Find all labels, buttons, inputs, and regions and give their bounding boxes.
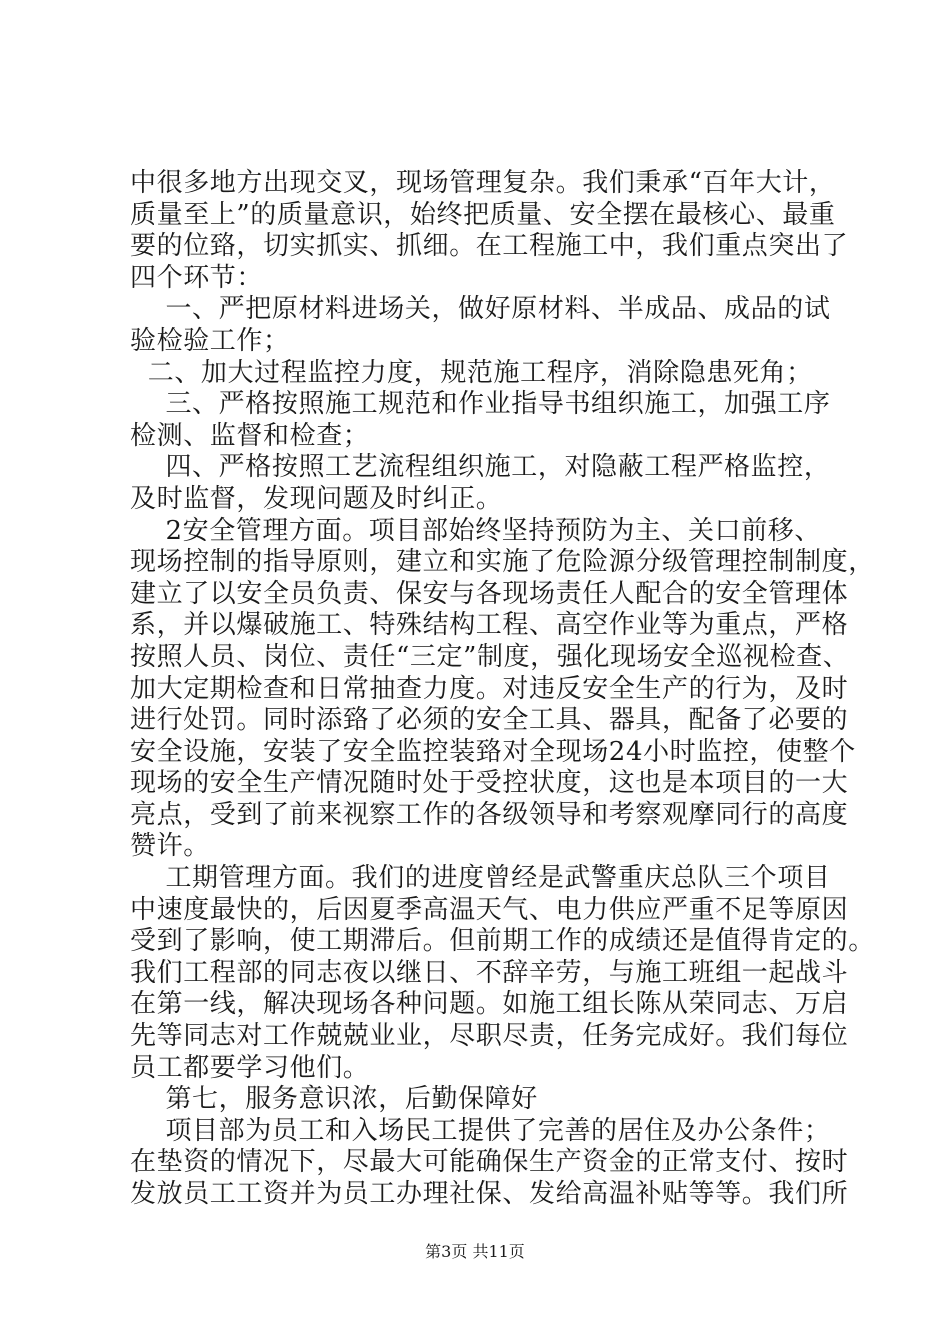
text-line-1: 中很多地方出现交叉，现场管理复杂。我们秉承“百年大计， bbox=[130, 168, 836, 198]
text-line-8: 三、严格按照施工规范和作业指导书组织施工，加强工序 bbox=[130, 389, 831, 420]
text-line-26: 我们工程部的同志夜以继日、不辞辛劳，与施工班组一起战斗 bbox=[130, 957, 849, 988]
text-line-13: 现场控制的指导原则，建立和实施了危险源分级管理控制制度， bbox=[130, 547, 875, 578]
text-line-5: 一、严把原材料进场关，做好原材料、半成品、成品的试 bbox=[130, 294, 831, 325]
text-line-33: 发放员工工资并为员工办理社保、发给高温补贴等等。我们所 bbox=[130, 1179, 849, 1209]
text-line-28: 先等同志对工作兢兢业业，尽职尽责，任务完成好。我们每位 bbox=[130, 1021, 849, 1052]
text-line-31: 项目部为员工和入场民工提供了完善的居住及办公条件； bbox=[130, 1115, 831, 1146]
text-line-2: 质量至上”的质量意识，始终把质量、安全摆在最核心、最重 bbox=[130, 199, 836, 230]
text-line-30: 第七，服务意识浓，后勤保障好 bbox=[130, 1084, 538, 1115]
text-line-16: 按照人员、岗位、责任“三定”制度，强化现场安全巡视检查、 bbox=[130, 641, 850, 672]
text-line-4: 四个环节： bbox=[130, 262, 264, 293]
text-line-29: 员工都要学习他们。 bbox=[130, 1052, 370, 1083]
text-line-3: 要的位臵，切实抓实、抓细。在工程施工中，我们重点突出了 bbox=[130, 231, 849, 262]
text-line-12: 2安全管理方面。项目部始终坚持预防为主、关口前移、 bbox=[130, 515, 822, 546]
text-line-9: 检测、监督和检查； bbox=[130, 420, 370, 451]
text-line-10: 四、严格按照工艺流程组织施工，对隐蔽工程严格监控， bbox=[130, 452, 831, 483]
text-line-6: 验检验工作； bbox=[130, 325, 290, 356]
text-line-11: 及时监督，发现问题及时纠正。 bbox=[130, 483, 503, 514]
page-number-footer: 第3页 共11页 bbox=[425, 1242, 525, 1261]
text-line-15: 系，并以爆破施工、特殊结构工程、高空作业等为重点，严格 bbox=[130, 610, 849, 641]
text-line-27: 在第一线，解决现场各种问题。如施工组长陈从荣同志、万启 bbox=[130, 989, 849, 1020]
text-line-20: 现场的安全生产情况随时处于受控状度，这也是本项目的一大 bbox=[130, 768, 849, 799]
text-line-25: 受到了影响，使工期滞后。但前期工作的成绩还是值得肯定的。 bbox=[130, 926, 875, 957]
document-body bbox=[130, 168, 875, 1211]
text-line-17: 加大定期检查和日常抽查力度。对违反安全生产的行为，及时 bbox=[130, 673, 849, 704]
text-line-19: 安全设施，安装了安全监控装臵对全现场24小时监控，使整个 bbox=[130, 736, 856, 767]
text-line-14: 建立了以安全员负责、保安与各现场责任人配合的安全管理体 bbox=[130, 578, 849, 609]
text-line-21: 亮点，受到了前来视察工作的各级领导和考察观摩同行的高度 bbox=[130, 799, 849, 830]
text-line-18: 进行处罚。同时添臵了必须的安全工具、器具，配备了必要的 bbox=[130, 705, 849, 736]
text-line-32: 在垫资的情况下，尽最大可能确保生产资金的正常支付、按时 bbox=[130, 1147, 849, 1178]
text-line-22: 赞许。 bbox=[130, 831, 210, 862]
text-line-23: 工期管理方面。我们的进度曾经是武警重庆总队三个项目 bbox=[130, 863, 831, 894]
text-line-24: 中速度最快的，后因夏季高温天气、电力供应严重不足等原因 bbox=[130, 894, 849, 925]
text-line-7: 二、加大过程监控力度，规范施工程序，消除隐患死角； bbox=[130, 357, 813, 388]
